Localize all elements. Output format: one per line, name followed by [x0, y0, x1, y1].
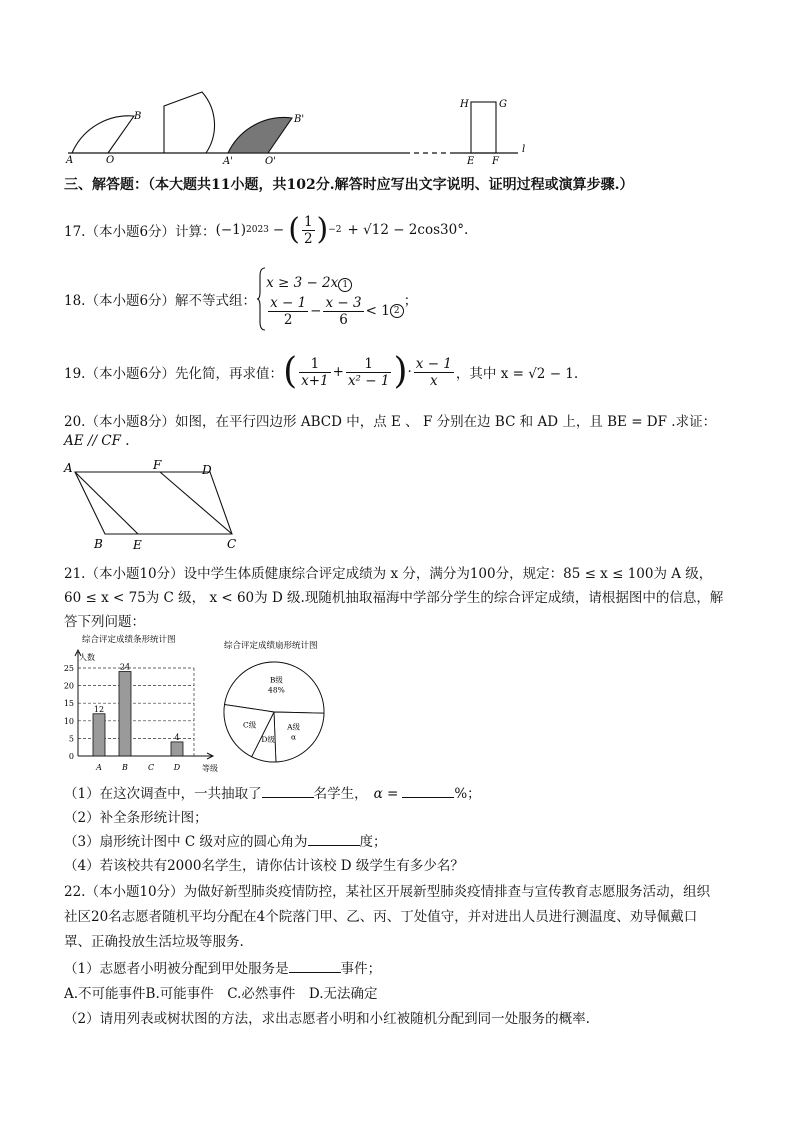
q18-ineq2-tail: < 1: [365, 303, 390, 319]
q17-rparen: ): [316, 212, 329, 247]
q18-suffix: ；: [403, 293, 418, 309]
bar-xtick-label: B: [122, 763, 128, 772]
q22-sub1-text: （1）志愿者小明被分配到甲处服务是: [64, 961, 289, 977]
bar-chart: [62, 630, 227, 778]
bar-ytick-label: 15: [63, 699, 74, 709]
q18-f2-den: 6: [339, 311, 348, 328]
pg-label-C: C: [227, 537, 237, 551]
q21-sub1-alpha: α =: [373, 786, 399, 802]
q17-rest: + √12 − 2cos30°.: [347, 222, 469, 238]
pie-slice-label: C级: [242, 720, 257, 730]
bar-D: [171, 742, 183, 756]
q21-blank-alpha[interactable]: [402, 797, 454, 798]
bar-chart-ylabel: 人数: [79, 653, 95, 662]
q21-sub3-b: 度；: [359, 834, 387, 850]
pie-chart: [218, 636, 338, 766]
question-19: [64, 350, 578, 394]
bar-ytick-label: 25: [63, 664, 74, 673]
bar-xtick-label: A: [96, 763, 102, 772]
q21-sub1-d: %；: [454, 786, 481, 802]
q22-sub2: （2）请用列表或树状图的方法，求出志愿者小明和小红被随机分配到同一处服务的概率.: [64, 1011, 590, 1027]
bar-ytick-label: 20: [63, 681, 74, 691]
q19-a-den: x+1: [301, 372, 329, 389]
q19-a-num: 1: [299, 356, 331, 373]
q19-tail: ，其中 x = √2 − 1.: [455, 366, 579, 382]
bar-B: [119, 672, 131, 756]
bar-ytick-label: 5: [68, 734, 74, 744]
bar-chart-title: 综合评定成绩条形统计图: [82, 635, 176, 645]
q20-line1: 20.（本小题8分）如图，在平行四边形 ABCD 中，点 E 、 F 分别在边 BC 和 AD 上，且 BE = DF .求证：: [64, 414, 717, 430]
q21-line2: 60 ≤ x < 75为 C 级， x < 60为 D 级.现随机抽取福海中学部分学生的综合评定成绩，请根据图中的信息，解: [64, 590, 724, 606]
bar-data-label: 12: [93, 704, 105, 714]
label-A-prime: A': [223, 156, 233, 166]
q19-c-den: x: [430, 372, 438, 389]
pg-label-D: D: [202, 463, 212, 477]
q19-dot: ·: [407, 364, 412, 380]
q17-frac-num: 1: [303, 213, 313, 230]
q18-mark2: 2: [390, 304, 404, 318]
q18-f1-den: 2: [283, 311, 293, 328]
q19-frac-a: [299, 356, 331, 389]
pie-slice-label: A级: [287, 722, 301, 732]
q19-prefix: 19.（本小题6分）先化简，再求值：: [64, 366, 284, 382]
label-F: F: [492, 156, 499, 166]
q17-exp2: −2: [328, 225, 342, 235]
q20-line2: AE // CF .: [64, 433, 130, 449]
pg-label-A: A: [64, 461, 73, 475]
q17-prefix: 17.（本小题6分）计算：: [64, 224, 216, 240]
q22-sub1: [64, 957, 381, 977]
q21-blank-count[interactable]: [262, 797, 314, 798]
question-18: [64, 266, 417, 332]
question-17: [64, 212, 468, 248]
q21-sub1-b: 名学生，: [313, 786, 368, 802]
label-B-prime: B': [294, 114, 305, 125]
q19-b-num: 1: [346, 356, 392, 373]
sector-1: [72, 116, 134, 153]
q21-sub2: （2）补全条形统计图；: [64, 810, 208, 826]
q21-sub1: [64, 782, 481, 802]
label-H: H: [460, 99, 469, 110]
q21-line1: 21.（本小题10分）设中学生体质健康综合评定成绩为 x 分，满分为100分，规定：85 ≤ x ≤ 100为 A 级，: [64, 566, 713, 582]
pg-label-B: B: [94, 537, 103, 551]
segment-ae: [75, 472, 138, 534]
q17-minus: −: [272, 222, 285, 238]
label-A: A: [66, 155, 74, 166]
pie-slice-value: α: [291, 732, 297, 742]
q19-lparen: (: [283, 351, 298, 392]
q21-sub3: [64, 830, 387, 850]
q21-sub1-text: （1）在这次调查中，一共抽取了: [64, 786, 262, 802]
label-l: l: [522, 144, 526, 155]
pg-label-E: E: [133, 538, 142, 552]
pie-slice-label: D级: [261, 734, 275, 744]
label-G: G: [499, 99, 507, 110]
q18-mark1: 1: [338, 278, 352, 292]
q19-b-den: x² − 1: [347, 372, 390, 389]
q22-options: A.不可能事件B.可能事件 C.必然事件 D.无法确定: [64, 986, 378, 1002]
label-B: B: [134, 111, 142, 122]
q21-line3: 答下列问题：: [64, 614, 145, 630]
q17-exp1: 2023: [246, 225, 269, 235]
q21-sub3-text: （3）扇形统计图中 C 级对应的圆心角为: [64, 834, 308, 850]
q22-line2: 社区20名志愿者随机平均分配在4个院落门甲、乙、丙、丁处值守，并对进出人员进行测温度、劝导佩戴口: [64, 909, 698, 925]
q21-sub4: （4）若该校共有2000名学生，请你估计该校 D 级学生有多少名？: [64, 858, 464, 874]
label-O: O: [106, 155, 115, 166]
bar-xtick-label: C: [147, 763, 155, 772]
q19-plus: +: [332, 364, 344, 380]
pie-slice-value: 48%: [268, 685, 285, 695]
label-O-prime: O': [265, 156, 276, 166]
q18-frac2: [323, 295, 363, 328]
q18-ineq1-row: [266, 271, 404, 295]
q18-system: [266, 271, 404, 328]
section-header: 三、解答题：（本大题共11小题，共102分.解答时应写出文字说明、证明过程或演算步骤.）: [64, 177, 634, 193]
q17-base: (−1): [215, 222, 246, 238]
pie-slice-label: B级: [269, 675, 283, 685]
top-geometry-figure: [60, 86, 540, 166]
q18-brace: [256, 266, 266, 332]
q19-c-num: x − 1: [415, 355, 452, 372]
sector-3-shaded: [228, 117, 292, 153]
parallelogram-abcd: [75, 472, 232, 534]
bar-data-label: 24: [119, 662, 131, 672]
q18-f2-num: x − 3: [325, 294, 362, 311]
q19-frac-b: [346, 356, 392, 389]
q18-ineq2-row: [266, 295, 404, 328]
pie-slice: [274, 712, 324, 762]
bar-data-label: 4: [174, 732, 180, 742]
q21-blank-angle[interactable]: [308, 845, 360, 846]
bar-A: [93, 714, 105, 756]
label-E: E: [467, 156, 475, 166]
bar-chart-xlabel: 等级: [202, 764, 218, 773]
bar-ytick-label: 0: [68, 752, 74, 761]
q22-line1: 22.（本小题10分）为做好新型肺炎疫情防控，某社区开展新型肺炎疫情排查与宣传教育志愿服务活动，组织: [64, 884, 711, 900]
pg-label-F: F: [153, 458, 162, 472]
q18-prefix: 18.（本小题6分）解不等式组：: [64, 293, 257, 309]
q18-ineq1: x ≥ 3 − 2x: [266, 274, 339, 291]
bar-xtick-label: D: [173, 763, 181, 772]
pie-chart-title: 综合评定成绩扇形统计图: [224, 641, 318, 651]
q22-sub1-b: 事件；: [340, 961, 382, 977]
q22-blank-event[interactable]: [289, 972, 341, 973]
q17-fraction: [302, 214, 315, 247]
q18-f1-num: x − 1: [270, 294, 307, 311]
q17-lparen: (: [288, 212, 300, 247]
parallelogram-figure: [60, 456, 250, 552]
q18-minus: −: [310, 303, 322, 319]
sector-2: [164, 92, 215, 153]
bar-ytick-label: 10: [63, 716, 74, 726]
q19-rparen: ): [393, 351, 408, 392]
rectangle-hgef: [471, 102, 496, 153]
q18-frac1: [268, 295, 308, 328]
q19-frac-c: [414, 356, 454, 389]
q22-line3: 罩、正确投放生活垃圾等服务.: [64, 934, 244, 950]
q17-frac-den: 2: [303, 230, 313, 247]
